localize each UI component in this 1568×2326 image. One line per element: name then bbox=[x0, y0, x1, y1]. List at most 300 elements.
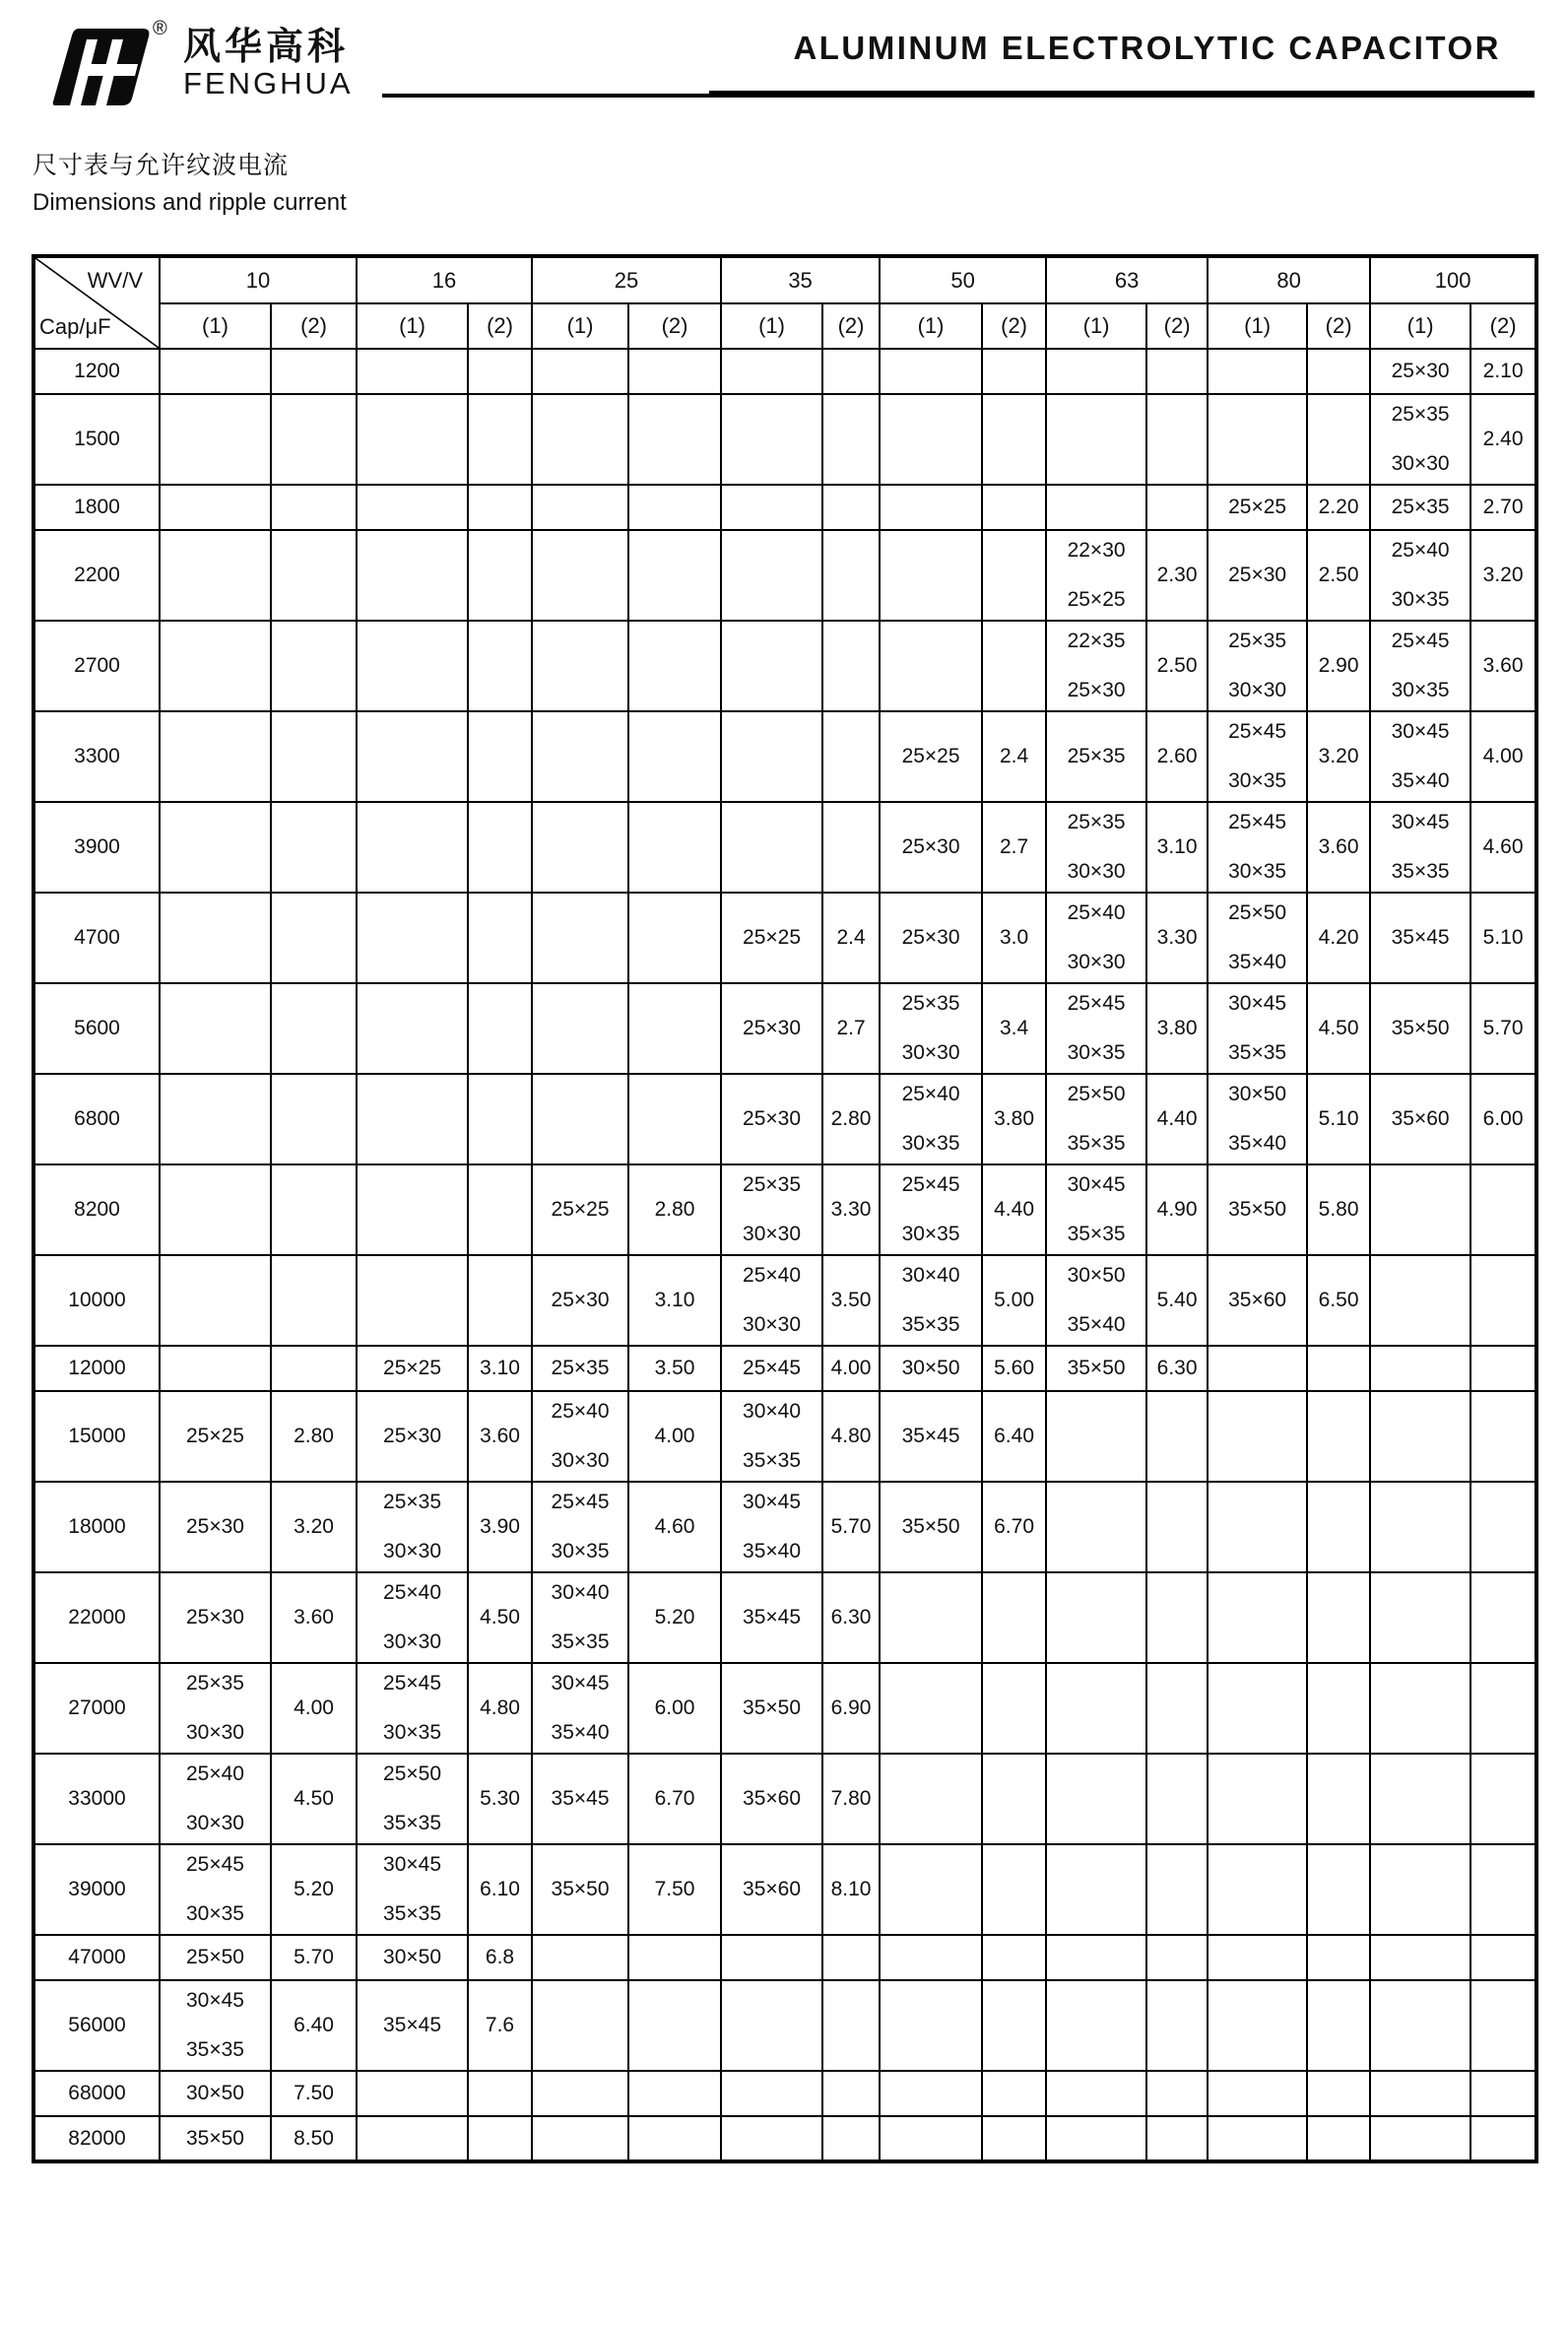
size-cell-100 bbox=[1370, 1164, 1470, 1255]
current-cell-50 bbox=[982, 1572, 1046, 1663]
size-line: 25×50 bbox=[186, 1946, 244, 1968]
size-cell-10 bbox=[160, 802, 271, 893]
size-line: 25×30 bbox=[186, 1606, 244, 1628]
voltage-header-80: 80 bbox=[1208, 256, 1370, 303]
size-cell-16 bbox=[357, 1074, 468, 1164]
subheader-50-1: (1) bbox=[880, 303, 982, 349]
size-line: 35×50 bbox=[743, 1696, 802, 1719]
brand-name-chinese: 风华高科 bbox=[183, 27, 350, 68]
size-line: 35×35 bbox=[383, 1812, 441, 1834]
size-cell-25 bbox=[532, 1391, 628, 1482]
size-cell-63 bbox=[1046, 983, 1146, 1074]
size-line: 30×45 bbox=[551, 1672, 610, 1695]
size-line: 25×40 bbox=[551, 1400, 610, 1423]
size-cell-10 bbox=[160, 1164, 271, 1255]
current-cell-10 bbox=[271, 394, 357, 485]
size-cell-63 bbox=[1046, 485, 1146, 530]
voltage-header-16: 16 bbox=[357, 256, 532, 303]
size-line: 25×30 bbox=[743, 1017, 802, 1039]
size-line: 35×60 bbox=[743, 1878, 802, 1900]
table-row-cap-68000 bbox=[33, 2071, 1536, 2116]
size-cell-35 bbox=[721, 621, 822, 711]
size-cell-80 bbox=[1208, 485, 1307, 530]
current-cell-10 bbox=[271, 349, 357, 394]
current-cell-35 bbox=[822, 349, 880, 394]
current-cell-63: 3.80 bbox=[1146, 983, 1208, 1074]
current-cell-10 bbox=[271, 1346, 357, 1391]
current-cell-16: 4.80 bbox=[468, 1663, 532, 1754]
size-line: 25×40 bbox=[1067, 901, 1126, 924]
size-cell-16 bbox=[357, 893, 468, 983]
size-line: 25×40 bbox=[901, 1083, 960, 1105]
size-cell-35 bbox=[721, 2116, 822, 2161]
size-cell-25 bbox=[532, 711, 628, 802]
current-cell-16: 3.90 bbox=[468, 1482, 532, 1572]
current-cell-50 bbox=[982, 1663, 1046, 1754]
size-cell-63 bbox=[1046, 1164, 1146, 1255]
size-cell-25 bbox=[532, 1663, 628, 1754]
current-cell-16 bbox=[468, 394, 532, 485]
table-row-cap-27000 bbox=[33, 1663, 1536, 1754]
current-cell-16 bbox=[468, 1255, 532, 1346]
section-heading-english: Dimensions and ripple current bbox=[33, 189, 347, 216]
size-cell-10 bbox=[160, 530, 271, 621]
subheader-100-1: (1) bbox=[1370, 303, 1470, 349]
size-cell-100 bbox=[1370, 349, 1470, 394]
size-cell-50 bbox=[880, 1164, 982, 1255]
size-cell-100 bbox=[1370, 1935, 1470, 1980]
table-header bbox=[33, 256, 1536, 349]
current-cell-16 bbox=[468, 349, 532, 394]
size-line: 35×50 bbox=[901, 1515, 960, 1538]
current-cell-10: 4.50 bbox=[271, 1754, 357, 1844]
current-cell-50: 5.60 bbox=[982, 1346, 1046, 1391]
size-line: 25×50 bbox=[1228, 901, 1287, 924]
voltage-header-35: 35 bbox=[721, 256, 880, 303]
current-cell-50: 2.4 bbox=[982, 711, 1046, 802]
current-cell-35: 7.80 bbox=[822, 1754, 880, 1844]
voltage-header-10: 10 bbox=[160, 256, 357, 303]
size-cell-50 bbox=[880, 2116, 982, 2161]
size-cell-16 bbox=[357, 1391, 468, 1482]
size-line: 25×25 bbox=[1067, 588, 1126, 611]
size-cell-25 bbox=[532, 983, 628, 1074]
current-cell-63: 2.50 bbox=[1146, 621, 1208, 711]
size-line: 25×35 bbox=[1391, 496, 1450, 518]
table-row-cap-39000 bbox=[33, 1844, 1536, 1935]
size-cell-10 bbox=[160, 349, 271, 394]
current-cell-10: 5.70 bbox=[271, 1935, 357, 1980]
current-cell-63 bbox=[1146, 485, 1208, 530]
size-line: 30×35 bbox=[1391, 588, 1450, 611]
size-cell-50 bbox=[880, 2071, 982, 2116]
size-cell-63 bbox=[1046, 1572, 1146, 1663]
current-cell-16 bbox=[468, 983, 532, 1074]
size-cell-50 bbox=[880, 1980, 982, 2071]
size-line: 25×35 bbox=[186, 1672, 244, 1695]
current-cell-35: 6.30 bbox=[822, 1572, 880, 1663]
table-row-cap-33000 bbox=[33, 1754, 1536, 1844]
size-line: 35×35 bbox=[901, 1313, 960, 1336]
size-cell-100 bbox=[1370, 1844, 1470, 1935]
size-cell-100 bbox=[1370, 802, 1470, 893]
current-cell-80 bbox=[1307, 1482, 1370, 1572]
cap-cell: 47000 bbox=[33, 1935, 160, 1980]
current-cell-35 bbox=[822, 1935, 880, 1980]
size-line: 30×45 bbox=[1391, 811, 1450, 833]
cap-cell: 39000 bbox=[33, 1844, 160, 1935]
current-cell-63: 3.30 bbox=[1146, 893, 1208, 983]
table-row-cap-2700 bbox=[33, 621, 1536, 711]
current-cell-63: 3.10 bbox=[1146, 802, 1208, 893]
current-cell-63 bbox=[1146, 1935, 1208, 1980]
size-cell-16 bbox=[357, 802, 468, 893]
size-cell-25 bbox=[532, 802, 628, 893]
size-line: 30×45 bbox=[1067, 1173, 1126, 1196]
size-cell-16 bbox=[357, 1255, 468, 1346]
size-line: 25×35 bbox=[1391, 403, 1450, 426]
size-cell-25 bbox=[532, 2116, 628, 2161]
current-cell-10: 3.20 bbox=[271, 1482, 357, 1572]
size-cell-16 bbox=[357, 485, 468, 530]
current-cell-100: 4.00 bbox=[1470, 711, 1536, 802]
brand-name-english: FENGHUA bbox=[183, 66, 354, 100]
current-cell-80 bbox=[1307, 1935, 1370, 1980]
current-cell-63 bbox=[1146, 1391, 1208, 1482]
size-cell-50 bbox=[880, 893, 982, 983]
table-row-cap-1800 bbox=[33, 485, 1536, 530]
subheader-row bbox=[33, 303, 1536, 349]
size-cell-63 bbox=[1046, 1980, 1146, 2071]
cap-cell: 10000 bbox=[33, 1255, 160, 1346]
size-line: 25×50 bbox=[383, 1762, 441, 1785]
current-cell-25 bbox=[628, 1980, 721, 2071]
size-cell-10 bbox=[160, 711, 271, 802]
current-cell-50 bbox=[982, 394, 1046, 485]
cap-cell: 15000 bbox=[33, 1391, 160, 1482]
size-line: 25×45 bbox=[551, 1491, 610, 1513]
current-cell-25 bbox=[628, 2116, 721, 2161]
current-cell-100 bbox=[1470, 1482, 1536, 1572]
size-line: 30×45 bbox=[743, 1491, 802, 1513]
subheader-63-2: (2) bbox=[1146, 303, 1208, 349]
current-cell-63 bbox=[1146, 2071, 1208, 2116]
current-cell-10: 6.40 bbox=[271, 1980, 357, 2071]
size-cell-63 bbox=[1046, 1844, 1146, 1935]
size-cell-63 bbox=[1046, 1391, 1146, 1482]
size-cell-100 bbox=[1370, 530, 1470, 621]
size-cell-25 bbox=[532, 2071, 628, 2116]
size-cell-25 bbox=[532, 1074, 628, 1164]
current-cell-100: 3.60 bbox=[1470, 621, 1536, 711]
size-line: 35×45 bbox=[383, 2014, 441, 2036]
size-cell-10 bbox=[160, 2071, 271, 2116]
size-line: 25×45 bbox=[1228, 811, 1287, 833]
cap-cell: 22000 bbox=[33, 1572, 160, 1663]
size-line: 30×50 bbox=[186, 2082, 244, 2104]
current-cell-63: 4.40 bbox=[1146, 1074, 1208, 1164]
size-cell-10 bbox=[160, 1980, 271, 2071]
current-cell-10: 4.00 bbox=[271, 1663, 357, 1754]
subheader-16-1: (1) bbox=[357, 303, 468, 349]
size-cell-25 bbox=[532, 1572, 628, 1663]
size-cell-50 bbox=[880, 1844, 982, 1935]
size-cell-16 bbox=[357, 1663, 468, 1754]
current-cell-25 bbox=[628, 621, 721, 711]
size-cell-35 bbox=[721, 1663, 822, 1754]
size-cell-100 bbox=[1370, 1255, 1470, 1346]
size-line: 30×35 bbox=[383, 1721, 441, 1744]
size-cell-50 bbox=[880, 1482, 982, 1572]
size-cell-35 bbox=[721, 1164, 822, 1255]
size-line: 35×45 bbox=[743, 1606, 802, 1628]
size-cell-50 bbox=[880, 1572, 982, 1663]
current-cell-25 bbox=[628, 1074, 721, 1164]
size-cell-35 bbox=[721, 530, 822, 621]
current-cell-25: 4.00 bbox=[628, 1391, 721, 1482]
current-cell-50 bbox=[982, 530, 1046, 621]
size-cell-100 bbox=[1370, 711, 1470, 802]
size-line: 35×60 bbox=[743, 1787, 802, 1810]
corner-top-label: WV/V bbox=[87, 268, 143, 293]
current-cell-35 bbox=[822, 1980, 880, 2071]
current-cell-25 bbox=[628, 485, 721, 530]
size-cell-80 bbox=[1208, 2071, 1307, 2116]
size-line: 30×30 bbox=[186, 1812, 244, 1834]
current-cell-63: 6.30 bbox=[1146, 1346, 1208, 1391]
size-cell-10 bbox=[160, 1754, 271, 1844]
table-row-cap-5600 bbox=[33, 983, 1536, 1074]
size-line: 30×30 bbox=[383, 1630, 441, 1653]
current-cell-63 bbox=[1146, 1844, 1208, 1935]
current-cell-16: 4.50 bbox=[468, 1572, 532, 1663]
current-cell-35: 6.90 bbox=[822, 1663, 880, 1754]
current-cell-25: 6.00 bbox=[628, 1663, 721, 1754]
voltage-header-25: 25 bbox=[532, 256, 721, 303]
size-cell-50 bbox=[880, 394, 982, 485]
subheader-80-1: (1) bbox=[1208, 303, 1307, 349]
current-cell-35 bbox=[822, 394, 880, 485]
size-cell-35 bbox=[721, 1935, 822, 1980]
size-line: 25×35 bbox=[1228, 630, 1287, 652]
subheader-50-2: (2) bbox=[982, 303, 1046, 349]
current-cell-16 bbox=[468, 485, 532, 530]
cap-cell: 82000 bbox=[33, 2116, 160, 2161]
table-row-cap-1500 bbox=[33, 394, 1536, 485]
current-cell-10 bbox=[271, 893, 357, 983]
current-cell-80: 2.90 bbox=[1307, 621, 1370, 711]
current-cell-100 bbox=[1470, 2071, 1536, 2116]
size-cell-80 bbox=[1208, 349, 1307, 394]
size-line: 35×50 bbox=[551, 1878, 610, 1900]
current-cell-16 bbox=[468, 1164, 532, 1255]
size-line: 30×30 bbox=[383, 1540, 441, 1562]
size-cell-16 bbox=[357, 1844, 468, 1935]
current-cell-16: 3.60 bbox=[468, 1391, 532, 1482]
current-cell-10: 2.80 bbox=[271, 1391, 357, 1482]
current-cell-25: 2.80 bbox=[628, 1164, 721, 1255]
size-line: 25×40 bbox=[743, 1264, 802, 1287]
size-cell-10 bbox=[160, 621, 271, 711]
cap-cell: 2700 bbox=[33, 621, 160, 711]
size-line: 25×45 bbox=[1391, 630, 1450, 652]
size-cell-80 bbox=[1208, 1935, 1307, 1980]
size-cell-63 bbox=[1046, 1255, 1146, 1346]
current-cell-80: 3.60 bbox=[1307, 802, 1370, 893]
cap-cell: 8200 bbox=[33, 1164, 160, 1255]
cap-cell: 12000 bbox=[33, 1346, 160, 1391]
current-cell-25: 6.70 bbox=[628, 1754, 721, 1844]
size-cell-100 bbox=[1370, 1980, 1470, 2071]
current-cell-80 bbox=[1307, 1572, 1370, 1663]
size-line: 25×35 bbox=[901, 992, 960, 1015]
current-cell-100 bbox=[1470, 1255, 1536, 1346]
size-cell-63 bbox=[1046, 394, 1146, 485]
cap-cell: 6800 bbox=[33, 1074, 160, 1164]
size-line: 25×35 bbox=[1067, 811, 1126, 833]
size-line: 35×35 bbox=[551, 1630, 610, 1653]
table-row-cap-10000 bbox=[33, 1255, 1536, 1346]
size-cell-16 bbox=[357, 1346, 468, 1391]
current-cell-10 bbox=[271, 1074, 357, 1164]
size-line: 30×30 bbox=[1067, 860, 1126, 883]
size-line: 30×30 bbox=[743, 1313, 802, 1336]
current-cell-10: 5.20 bbox=[271, 1844, 357, 1935]
size-line: 25×25 bbox=[186, 1425, 244, 1447]
current-cell-100 bbox=[1470, 1346, 1536, 1391]
logo-text bbox=[183, 28, 354, 100]
current-cell-100 bbox=[1470, 1164, 1536, 1255]
current-cell-50 bbox=[982, 2071, 1046, 2116]
size-cell-100 bbox=[1370, 983, 1470, 1074]
current-cell-80: 2.20 bbox=[1307, 485, 1370, 530]
size-cell-16 bbox=[357, 1980, 468, 2071]
current-cell-35 bbox=[822, 802, 880, 893]
voltage-header-63: 63 bbox=[1046, 256, 1208, 303]
size-cell-16 bbox=[357, 1164, 468, 1255]
size-line: 30×45 bbox=[186, 1989, 244, 2012]
cap-cell: 27000 bbox=[33, 1663, 160, 1754]
size-line: 25×30 bbox=[743, 1107, 802, 1130]
size-cell-80 bbox=[1208, 893, 1307, 983]
size-line: 25×35 bbox=[551, 1357, 610, 1379]
size-cell-80 bbox=[1208, 1980, 1307, 2071]
table-row-cap-3300 bbox=[33, 711, 1536, 802]
current-cell-16: 3.10 bbox=[468, 1346, 532, 1391]
current-cell-100: 4.60 bbox=[1470, 802, 1536, 893]
subheader-35-2: (2) bbox=[822, 303, 880, 349]
current-cell-80 bbox=[1307, 394, 1370, 485]
size-cell-63 bbox=[1046, 621, 1146, 711]
size-line: 35×45 bbox=[1391, 926, 1450, 949]
header-rule-thick-segment bbox=[709, 91, 1535, 98]
current-cell-35 bbox=[822, 530, 880, 621]
current-cell-63 bbox=[1146, 1572, 1208, 1663]
voltage-header-50: 50 bbox=[880, 256, 1046, 303]
size-line: 25×35 bbox=[1067, 745, 1126, 767]
size-cell-10 bbox=[160, 2116, 271, 2161]
voltage-header-100: 100 bbox=[1370, 256, 1536, 303]
size-line: 25×35 bbox=[383, 1491, 441, 1513]
size-cell-63 bbox=[1046, 1935, 1146, 1980]
size-cell-35 bbox=[721, 1074, 822, 1164]
size-cell-80 bbox=[1208, 983, 1307, 1074]
current-cell-10 bbox=[271, 711, 357, 802]
current-cell-100 bbox=[1470, 1391, 1536, 1482]
current-cell-80 bbox=[1307, 1346, 1370, 1391]
size-cell-25 bbox=[532, 1255, 628, 1346]
size-cell-50 bbox=[880, 1255, 982, 1346]
size-cell-25 bbox=[532, 1980, 628, 2071]
size-cell-35 bbox=[721, 1391, 822, 1482]
size-cell-35 bbox=[721, 711, 822, 802]
current-cell-16 bbox=[468, 711, 532, 802]
size-cell-63 bbox=[1046, 711, 1146, 802]
size-line: 35×50 bbox=[1391, 1017, 1450, 1039]
size-line: 30×35 bbox=[1067, 1041, 1126, 1064]
size-line: 30×50 bbox=[1067, 1264, 1126, 1287]
size-line: 25×30 bbox=[383, 1425, 441, 1447]
current-cell-100: 6.00 bbox=[1470, 1074, 1536, 1164]
size-cell-35 bbox=[721, 1754, 822, 1844]
corner-bottom-label: Cap/μF bbox=[39, 314, 111, 339]
current-cell-25 bbox=[628, 394, 721, 485]
current-cell-80 bbox=[1307, 1391, 1370, 1482]
size-cell-50 bbox=[880, 621, 982, 711]
current-cell-80 bbox=[1307, 1844, 1370, 1935]
size-cell-63 bbox=[1046, 1663, 1146, 1754]
size-line: 30×35 bbox=[1228, 769, 1287, 792]
size-line: 25×45 bbox=[743, 1357, 802, 1379]
table-row-cap-15000 bbox=[33, 1391, 1536, 1482]
size-cell-63 bbox=[1046, 893, 1146, 983]
size-line: 30×40 bbox=[901, 1264, 960, 1287]
cap-cell: 3900 bbox=[33, 802, 160, 893]
cap-cell: 3300 bbox=[33, 711, 160, 802]
size-cell-35 bbox=[721, 1482, 822, 1572]
current-cell-100 bbox=[1470, 2116, 1536, 2161]
current-cell-80: 5.10 bbox=[1307, 1074, 1370, 1164]
cap-cell: 1200 bbox=[33, 349, 160, 394]
table-row-cap-2200 bbox=[33, 530, 1536, 621]
size-line: 25×45 bbox=[901, 1173, 960, 1196]
size-line: 25×40 bbox=[1391, 539, 1450, 562]
current-cell-35: 2.80 bbox=[822, 1074, 880, 1164]
subheader-100-2: (2) bbox=[1470, 303, 1536, 349]
table-row-cap-1200 bbox=[33, 349, 1536, 394]
size-line: 25×30 bbox=[1228, 564, 1287, 586]
size-cell-35 bbox=[721, 1844, 822, 1935]
table-row-cap-12000 bbox=[33, 1346, 1536, 1391]
size-cell-63 bbox=[1046, 349, 1146, 394]
size-line: 35×40 bbox=[1067, 1313, 1126, 1336]
size-line: 35×35 bbox=[383, 1902, 441, 1925]
size-cell-50 bbox=[880, 530, 982, 621]
current-cell-63: 2.60 bbox=[1146, 711, 1208, 802]
current-cell-50: 3.0 bbox=[982, 893, 1046, 983]
current-cell-63: 5.40 bbox=[1146, 1255, 1208, 1346]
size-line: 35×60 bbox=[1391, 1107, 1450, 1130]
size-cell-50 bbox=[880, 349, 982, 394]
size-cell-16 bbox=[357, 2116, 468, 2161]
cap-cell: 1500 bbox=[33, 394, 160, 485]
current-cell-80 bbox=[1307, 349, 1370, 394]
size-line: 35×50 bbox=[186, 2126, 244, 2150]
current-cell-25: 3.50 bbox=[628, 1346, 721, 1391]
size-cell-100 bbox=[1370, 2071, 1470, 2116]
fenghua-logo-mark-icon bbox=[51, 28, 150, 106]
cap-cell: 1800 bbox=[33, 485, 160, 530]
